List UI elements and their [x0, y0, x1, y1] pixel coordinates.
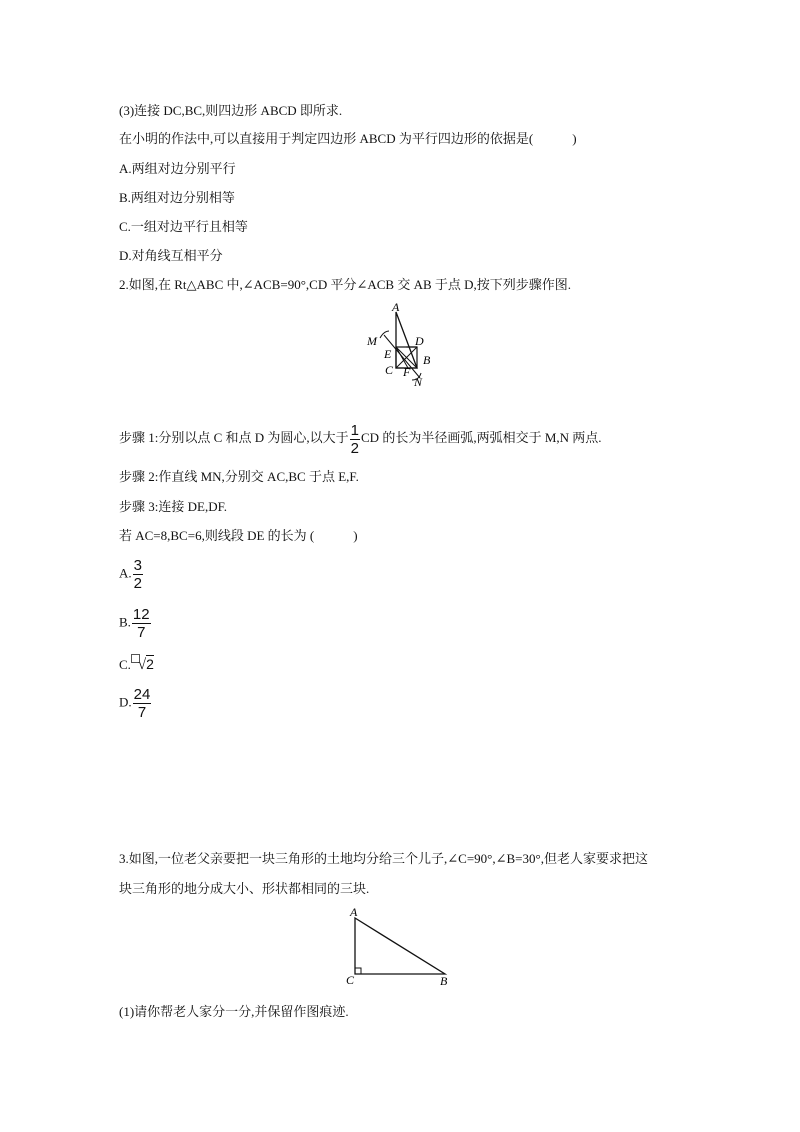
q3-label-a: A — [350, 905, 358, 919]
q2-option-a-den: 2 — [133, 575, 142, 592]
q2-option-b-num: 12 — [132, 606, 150, 623]
q2-option-d — [119, 686, 152, 721]
radical-sign-icon: √ — [137, 657, 147, 673]
q3-figure — [343, 903, 463, 993]
q2-label-c: C — [385, 363, 394, 377]
q2-option-a-num: 3 — [133, 557, 142, 574]
q3-intro-line2: 块三角形的地分成大小、形状都相同的三块. — [119, 881, 370, 896]
q2-option-d-prefix: D. — [119, 694, 132, 710]
q2-step1-post: CD 的长为半径画弧,两弧相交于 M,N 两点. — [361, 430, 602, 445]
q3-part1: (1)请你帮老人家分一分,并保留作图痕迹. — [119, 1004, 349, 1019]
q2-step1-frac-num: 1 — [350, 421, 360, 439]
q2-question: 若 AC=8,BC=6,则线段 DE 的长为 ( ) — [119, 528, 358, 543]
q1-question: 在小明的作法中,可以直接用于判定四边形 ABCD 为平行四边形的依据是( ) — [119, 131, 577, 146]
q2-label-n: N — [414, 375, 423, 389]
q2-option-a — [119, 557, 144, 592]
q2-option-d-den: 7 — [137, 704, 147, 721]
q2-option-b-prefix: B. — [119, 614, 131, 630]
q2-step3: 步骤 3:连接 DE,DF. — [119, 499, 228, 514]
q2-label-b: B — [423, 353, 431, 367]
q2-label-a: A — [392, 300, 400, 314]
q2-option-d-fraction — [133, 686, 152, 721]
q2-step1 — [119, 420, 602, 457]
q2-step2: 步骤 2:作直线 MN,分别交 AC,BC 于点 E,F. — [119, 469, 359, 484]
q2-step1-frac-den: 2 — [350, 439, 360, 457]
q2-option-c — [119, 654, 154, 674]
q1-option-b: B.两组对边分别相等 — [119, 190, 235, 205]
q3-label-c: C — [346, 973, 355, 987]
q2-option-b — [119, 606, 152, 641]
q2-intro: 2.如图,在 Rt△ABC 中,∠ACB=90°,CD 平分∠ACB 交 AB 于点 D,按下列步骤作图. — [119, 277, 572, 292]
q2-option-c-radicand: 2 — [146, 656, 154, 672]
q2-option-c-prefix: C. — [119, 657, 131, 672]
q2-label-f: F — [403, 365, 411, 379]
q3-intro-line1: 3.如图,一位老父亲要把一块三角形的土地均分给三个儿子,∠C=90°,∠B=30°,但老人家要求把这 — [119, 851, 648, 866]
q2-label-e: E — [384, 347, 392, 361]
q2-figure — [362, 298, 442, 390]
q2-option-a-prefix: A. — [119, 565, 132, 581]
q2-step1-fraction — [350, 422, 360, 457]
q2-option-b-den: 7 — [137, 624, 146, 641]
q1-option-c: C.一组对边平行且相等 — [119, 219, 248, 234]
q2-option-a-fraction — [133, 557, 143, 592]
q2-option-d-num: 24 — [133, 686, 151, 703]
q3-label-b: B — [440, 974, 448, 988]
q1-step3: (3)连接 DC,BC,则四边形 ABCD 即所求. — [119, 103, 343, 118]
q1-option-a: A.两组对边分别平行 — [119, 161, 236, 176]
q2-step1-pre: 步骤 1:分别以点 C 和点 D 为圆心,以大于 — [119, 430, 349, 445]
q1-option-d: D.对角线互相平分 — [119, 248, 223, 263]
q2-label-m: M — [367, 334, 377, 348]
q2-option-b-fraction — [132, 606, 151, 641]
q2-label-d: D — [415, 334, 424, 348]
